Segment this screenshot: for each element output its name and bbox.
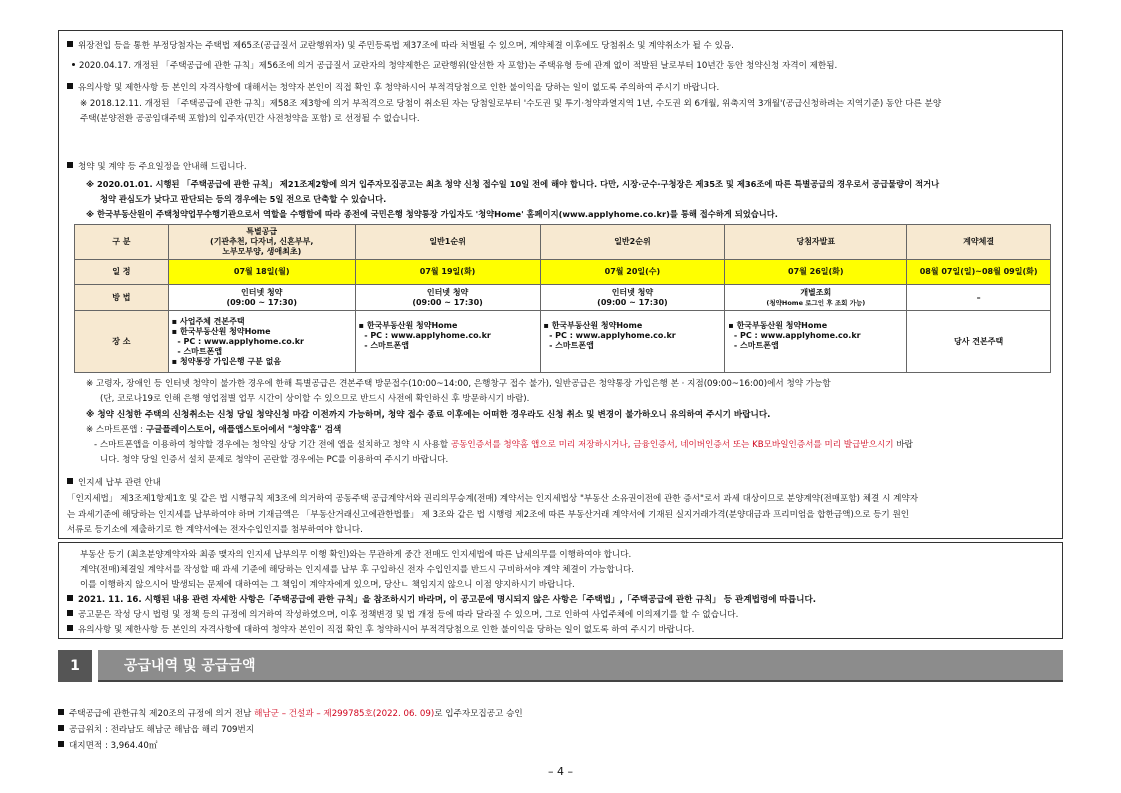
table-row: [75, 311, 1051, 373]
note-line: ※ 청약 신청한 주택의 신청취소는 신청 당일 청약신청 마감 이전까지 가능하며, 청약 접수 종료 이후에는 어떠한 경우라도 신청 취소 및 변경이 불가하오니 유의하여 주시기 바랍니다.: [86, 410, 771, 420]
supply-line: 주택공급에 관한규칙 제20조의 규정에 의거 전남 해남군 – 건설과 – 제299785호(2022. 06. 09)로 입주자모집공고 승인: [58, 708, 523, 720]
tax-line: 는 과세기준에 해당하는 인지세를 납부하여야 하며 기재금액은 「부동산거래신고에관한법률」 제 3조와 같은 법 시행령 제2조에 따른 부동산거래 계약서에 기재된 실지거래가격(분양대금과 프리미엄을 합한금액)으로 등기 원인: [67, 510, 910, 520]
box-line: 계약(전매)체결일 계약서를 작성할 때 과세 기준에 해당하는 인지세를 납부 후 구입하신 전자 수입인지를 반드시 구비하셔야 계약 체결이 가능합니다.: [80, 565, 634, 575]
box-line: 부동산 등기 (최초분양계약자와 최종 맺자의 인지세 납부의무 이행 확인)와는 무관하게 중간 전매도 인지세법에 따른 납세의무를 이행하여야 합니다.: [80, 550, 632, 560]
notice-line: 청약 관심도가 낮다고 판단되는 등의 경우에는 5일 전으로 단축할 수 있습니다.: [100, 194, 387, 204]
note-line: - 스마트폰앱을 이용하여 청약할 경우에는 청약일 상당 기간 전에 앱을 설치하고 청약 시 사용할 공동인증서를 청약홈 앱으로 미리 저장하시거나, 금융인증서, 네이버인증서 또는 KB모바일인증서를 미리 발급받으시기 바랍: [94, 440, 913, 450]
supply-line: 공급위치 : 전라남도 해남군 해남읍 해리 709번지: [58, 724, 254, 736]
date-cell: 08월 07일(일)~08월 09일(화): [907, 260, 1051, 285]
date-cell: 07월 19일(화): [355, 260, 540, 285]
tax-line: 서류로 등기소에 제출하기로 한 계약서에는 전자수입인지를 첨부하여야 합니다.: [67, 525, 363, 535]
date-cell: 07월 20일(수): [540, 260, 725, 285]
table-row: [75, 260, 1051, 285]
header-cell: 구 분: [75, 225, 169, 260]
bullet-square-icon: [67, 162, 73, 168]
notice-line: ※ 2018.12.11. 개정된 「주택공급에 관한 규칙」제58조 제3항에 의거 부적격으로 당첨이 취소된 자는 당첨일로부터 '수도권 및 투기·청약과열지역 1년, 수도권 외 6개월, 위축지역 3개월'(공급신청하려는 지역기준) 동안 다른 분양: [80, 99, 942, 109]
notice-line: 위장전입 등을 통한 부정당첨자는 주택법 제65조(공급질서 교란행위자) 및 주민등록법 제37조에 따라 처벌될 수 있으며, 계약체결 이후에도 당첨취소 및 계약취소가 될 수 있음.: [67, 40, 734, 52]
bullet-square-icon: [58, 709, 64, 715]
notice-line: 청약 및 계약 등 주요일정을 안내해 드립니다.: [67, 161, 247, 173]
note-line: ※ 스마트폰앱 : 구글플레이스토어, 애플앱스토어에서 "청약홈" 검색: [86, 425, 342, 435]
row-label: 장 소: [75, 311, 169, 373]
section-heading: 인지세 납부 관련 안내: [67, 477, 161, 489]
header-cell: 특별공급 (기관추천, 다자녀, 신혼부부, 노부모부양, 생애최초): [168, 225, 355, 260]
place-cell: ▪ 한국부동산원 청약Home - PC : www.applyhome.co.kr - 스마트폰앱: [355, 311, 540, 373]
method-cell: 개별조회 (청약Home 로그인 후 조회 가능): [725, 285, 907, 311]
schedule-table: [74, 224, 1051, 373]
section-header-bar: [58, 650, 1063, 682]
place-cell: ▪ 사업주체 견본주택 ▪ 한국부동산원 청약Home - PC : www.applyhome.co.kr - 스마트폰앱 ▪ 청약통장 가입은행 구분 없음: [168, 311, 355, 373]
tax-line: 「인지세법」 제3조제1항제1호 및 같은 법 시행규칙 제3조에 의거하여 공동주택 공급계약서와 권리의무승계(전매) 계약서는 인지세법상 "부동산 소유권이전에 관한 증서"로서 과세 대상이므로 분양계약(전매포함) 체결 시 계약자: [67, 494, 919, 504]
method-cell: 인터넷 청약 (09:00 ~ 17:30): [540, 285, 725, 311]
bullet-square-icon: [58, 741, 64, 747]
bullet-square-icon: [67, 41, 73, 47]
box-line: 공고문은 작성 당시 법령 및 정책 등의 규정에 의거하여 작성하였으며, 이후 정책변경 및 법 개정 등에 따라 달라질 수 있으며, 그로 인하여 사업주체에 이의제기를 할 수 없습니다.: [67, 609, 738, 621]
place-cell: ▪ 한국부동산원 청약Home - PC : www.applyhome.co.kr - 스마트폰앱: [540, 311, 725, 373]
place-cell: 당사 견본주택: [907, 311, 1051, 373]
header-cell: 당첨자발표: [725, 225, 907, 260]
header-cell: 일반1순위: [355, 225, 540, 260]
box-line: 이를 이행하지 않으시어 발생되는 문제에 대하여는 그 책임이 계약자에게 있으며, 당산ㄴ 책임지지 않으니 이점 양지하시기 바랍니다.: [80, 580, 575, 590]
table-row: [75, 225, 1051, 260]
section-number: 1: [58, 650, 92, 682]
notice-line: 유의사항 및 제한사항 등 본인의 자격사항에 대해서는 청약자 본인이 직접 확인 후 청약하시어 부적격당첨으로 인한 불이익을 당하는 일이 없도록 주의하여 주시기 바랍니다.: [67, 82, 719, 94]
header-cell: 계약체결: [907, 225, 1051, 260]
method-cell: –: [907, 285, 1051, 311]
bullet-square-icon: [67, 83, 73, 89]
method-cell: 인터넷 청약 (09:00 ~ 17:30): [355, 285, 540, 311]
row-label: 일 정: [75, 260, 169, 285]
note-line: (단, 코로나19로 인해 은행 영업점별 업무 시간이 상이할 수 있으므로 반드시 사전에 확인하신 후 방문하시기 바람).: [100, 394, 530, 404]
bullet-square-icon: [67, 478, 73, 484]
bullet-square-icon: [58, 725, 64, 731]
row-label: 방 법: [75, 285, 169, 311]
section-title: 공급내역 및 공급금액: [98, 650, 1063, 682]
bullet-dot-icon: [72, 63, 75, 66]
date-cell: 07월 26일(화): [725, 260, 907, 285]
notice-line: 주택(분양전환 공공임대주택 포함)의 입주자(민간 사전청약을 포함) 로 선정될 수 없습니다.: [80, 114, 420, 124]
table-row: [75, 285, 1051, 311]
place-cell: ▪ 한국부동산원 청약Home - PC : www.applyhome.co.kr - 스마트폰앱: [725, 311, 907, 373]
bullet-square-icon: [67, 625, 73, 631]
notice-line: ※ 한국부동산원이 주택청약업무수행기관으로서 역할을 수행함에 따라 종전에 국민은행 청약통장 가입자도 '청약Home' 홈페이지(www.applyhome.co.kr)를 통해 접수하게 되었습니다.: [86, 209, 778, 219]
bullet-square-icon: [67, 595, 73, 601]
method-cell: 인터넷 청약 (09:00 ~ 17:30): [168, 285, 355, 311]
note-line: ※ 고령자, 장애인 등 인터넷 청약이 불가한 경우에 한해 특별공급은 견본주택 방문접수(10:00~14:00, 은행창구 접수 불가), 일반공급은 청약통장 가입은행 본 · 지점(09:00~16:00)에서 청약 가능함: [86, 379, 831, 389]
page-number: – 4 –: [548, 765, 573, 778]
notice-line: 2020.04.17. 개정된 「주택공급에 관한 규칙」제56조에 의거 공급질서 교란자의 청약제한은 교란행위(알선한 자 포함)는 주택유형 등에 관계 없이 적발된 날로부터 10년간 동안 청약신청 자격이 제한됨.: [72, 60, 837, 72]
box-line: 유의사항 및 제한사항 등 본인의 자격사항에 대하여 청약자 본인이 직접 확인 후 청약하시어 부적격당첨으로 인한 불이익을 당하는 일이 없도록 하여 주시기 바랍니다.: [67, 624, 694, 636]
supply-line: 대지면적 : 3,964.40㎡: [58, 740, 157, 752]
bullet-square-icon: [67, 610, 73, 616]
note-line: 니다. 청약 당일 인증서 설치 문제로 청약이 곤란할 경우에는 PC를 이용하여 주시기 바랍니다.: [100, 455, 449, 465]
box-line: 2021. 11. 16. 시행된 내용 관련 자세한 사항은「주택공급에 관한 규칙」을 참조하시기 바라며, 이 공고문에 명시되지 않은 사항은「주택법」,「주택공급에 관한 규칙」 등 관계법령에 따릅니다.: [67, 594, 816, 606]
date-cell: 07월 18일(월): [168, 260, 355, 285]
header-cell: 일반2순위: [540, 225, 725, 260]
notice-line: ※ 2020.01.01. 시행된 「주택공급에 관한 규칙」 제21조제2항에 의거 입주자모집공고는 최초 청약 신청 접수일 10일 전에 해야 합니다. 다만, 시장·군수·구청장은 제35조 및 제36조에 따른 특별공급의 경우로서 공급물량이 적거나: [86, 179, 940, 189]
